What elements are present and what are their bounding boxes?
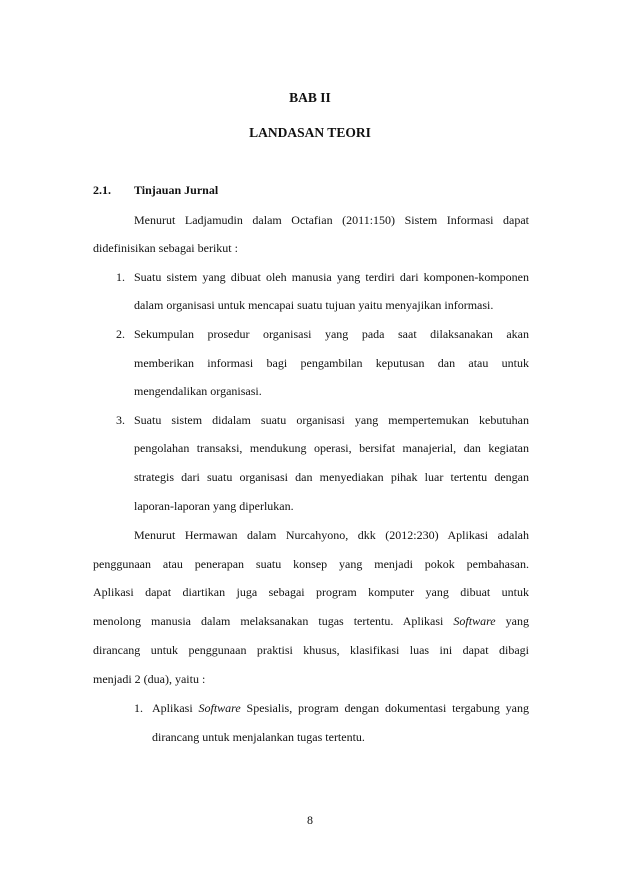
para1-line1: Menurut Ladjamudin dalam Octafian (2011:150) Sistem Informasi dapat	[134, 213, 529, 227]
list1-item1-line2: dalam organisasi untuk mencapai suatu tujuan yaitu menyajikan informasi.	[134, 298, 494, 312]
section-number: 2.1.	[93, 183, 111, 197]
list1-item3-line2: pengolahan transaksi, mendukung operasi, bersifat manajerial, dan kegiatan	[134, 441, 529, 455]
list1-item1-line1: Suatu sistem yang dibuat oleh manusia yang terdiri dari komponen-komponen	[134, 270, 529, 284]
software-term: Software	[198, 701, 241, 715]
list1-item3-number: 3.	[116, 413, 125, 427]
section-title: Tinjauan Jurnal	[134, 183, 219, 197]
software-term: Software	[453, 614, 496, 628]
list1-item3-line1: Suatu sistem didalam suatu organisasi yang mempertemukan kebutuhan	[134, 413, 529, 427]
list2-item1-line2: dirancang untuk menjalankan tugas tertentu.	[152, 730, 365, 744]
list1-item2-line3: mengendalikan organisasi.	[134, 384, 262, 398]
list2-item1-line1: Aplikasi Software Spesialis, program dengan dokumentasi tergabung yang	[152, 701, 529, 715]
para2-line5: dirancang untuk penggunaan praktisi khusus, klasifikasi luas ini dapat dibagi	[93, 643, 529, 657]
para2-line6: menjadi 2 (dua), yaitu :	[93, 672, 206, 686]
para2-line1: Menurut Hermawan dalam Nurcahyono, dkk (2012:230) Aplikasi adalah	[134, 528, 529, 542]
para1-line2: didefinisikan sebagai berikut :	[93, 241, 238, 255]
chapter-title: LANDASAN TEORI	[249, 125, 371, 140]
list1-item2-line1: Sekumpulan prosedur organisasi yang pada saat dilaksanakan akan	[134, 327, 529, 341]
list1-item3-line3: strategis dari suatu organisasi dan menyediakan pihak luar tertentu dengan	[134, 470, 529, 484]
list1-item2-line2: memberikan informasi bagi pengambilan keputusan dan atau untuk	[134, 356, 529, 370]
list1-item3-line4: laporan-laporan yang diperlukan.	[134, 499, 294, 513]
list1-item2-number: 2.	[116, 327, 125, 341]
para2-line2: penggunaan atau penerapan suatu konsep yang menjadi pokok pembahasan.	[93, 557, 529, 571]
list1-item1-number: 1.	[116, 270, 125, 284]
para2-line4: menolong manusia dalam melaksanakan tugas tertentu. Aplikasi Software yang	[93, 614, 529, 628]
chapter-number: BAB II	[289, 90, 331, 105]
list2-item1-number: 1.	[134, 701, 143, 715]
page-number: 8	[307, 813, 313, 827]
para2-line3: Aplikasi dapat diartikan juga sebagai program komputer yang dibuat untuk	[93, 585, 529, 599]
